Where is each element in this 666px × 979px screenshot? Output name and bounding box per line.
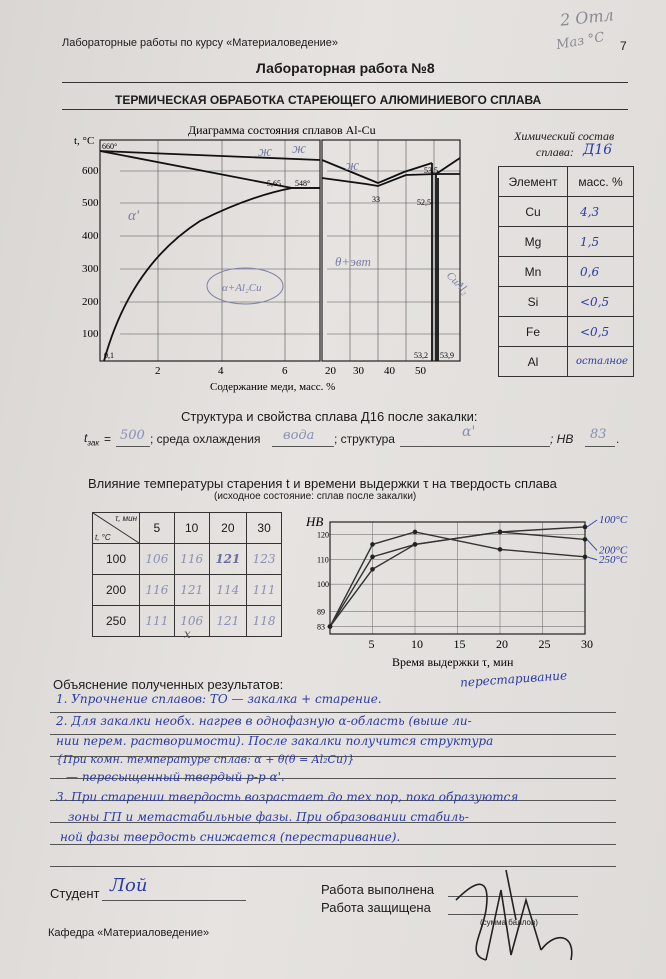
hardness-point	[498, 547, 503, 552]
phase-ytick-100: 100	[82, 328, 99, 340]
student-signature: Лой	[110, 875, 148, 896]
hardness-series-label: 200°С	[599, 544, 628, 557]
hb-cell: 121	[174, 575, 209, 606]
aging-table	[92, 512, 282, 637]
hb-end: .	[616, 432, 620, 446]
hardness-point	[583, 537, 588, 542]
hardness-point	[370, 555, 375, 560]
explanation-line: {При комн. температуре сплав: α + θ(θ = Al₂Cu)}	[56, 753, 355, 766]
comp-element: Si	[499, 287, 568, 317]
hardness-chart-xlabel: Время выдержки τ, мин	[392, 655, 514, 669]
phase-xtick-40: 40	[384, 365, 395, 377]
phase-ytick-500: 500	[82, 197, 99, 209]
t-zak-value: 500	[120, 428, 145, 443]
hardness-ytick: 110	[317, 555, 329, 565]
t-eq: =	[104, 432, 112, 446]
teacher-signature	[446, 860, 606, 975]
hardness-xtick: 30	[581, 637, 593, 651]
comp-value: 4,3	[568, 197, 634, 227]
hw-liquid-1: ж	[258, 144, 272, 160]
margin-note: перестаривание	[459, 668, 568, 690]
label-548: 548°	[295, 179, 311, 188]
hardness-point	[413, 542, 418, 547]
explanation-line: 3. При старении твердость возрастает до тех пор, пока образуются	[56, 790, 519, 804]
explanation-line: — пересыщенный твердый р-р α'.	[66, 770, 285, 784]
comp-element: Cu	[499, 197, 568, 227]
page-title: Лабораторная работа №8	[256, 60, 435, 76]
hardness-series-label: 100°С	[599, 513, 628, 526]
legend-leader	[587, 557, 597, 560]
hardness-point	[413, 530, 418, 535]
hardness-chart-ylabel: НВ	[306, 514, 324, 529]
temp-row-label: 250	[93, 606, 140, 637]
explanation-line: 1. Упрочнение сплавов: ТО — закалка + старение.	[56, 692, 382, 706]
phase-xtick-2: 2	[155, 365, 161, 377]
hb-cell: 116	[140, 575, 175, 606]
hardness-ytick: 120	[317, 530, 329, 540]
score-label: (сумма баллов)	[480, 918, 538, 927]
page-subtitle: ТЕРМИЧЕСКАЯ ОБРАБОТКА СТАРЕЮЩЕГО АЛЮМИНИЕВОГО СПЛАВА	[115, 93, 542, 107]
phase-ytick-600: 600	[82, 165, 99, 177]
hardness-point	[583, 555, 588, 560]
hw-liquid-2: ж	[292, 141, 306, 157]
explanation-heading: Объяснение полученных результатов:	[53, 677, 284, 692]
hardness-xtick: 15	[453, 637, 466, 651]
composition-title: Химический состав	[514, 129, 615, 143]
phase-diagram	[60, 116, 480, 406]
temp-row-label: 200	[93, 575, 140, 606]
course-header: Лабораторные работы по курсу «Материаловедение»	[62, 37, 339, 49]
phase-ytick-300: 300	[82, 263, 99, 275]
label-33: 33	[372, 195, 380, 204]
hb-cell: 111	[247, 575, 282, 606]
phase-ytick-400: 400	[82, 230, 99, 242]
department-footer: Кафедра «Материаловедение»	[48, 927, 210, 939]
comp-value: осталное	[568, 347, 634, 377]
hw-alpha-al2cu: α+Al₂Cu	[222, 282, 262, 294]
label-5-65: 5,65	[267, 179, 281, 188]
aging-heading: Влияние температуры старения t и времени выдержки τ на твердость сплава	[88, 476, 557, 491]
structure-heading: Структура и свойства сплава Д16 после закалки:	[181, 409, 478, 424]
hb-cell: 118	[247, 606, 282, 637]
composition-table	[498, 166, 634, 377]
time-header: 20	[209, 513, 247, 544]
comp-element: Mn	[499, 257, 568, 287]
hardness-point	[583, 525, 588, 530]
subtitle-rule	[62, 109, 628, 110]
page-number: 7	[620, 39, 627, 53]
corner-note-1: 2 Отл	[559, 5, 615, 30]
hb-cell: 121	[209, 544, 247, 575]
phase-diagram-ylabel: t, °С	[74, 135, 95, 147]
student-label: Студент	[50, 886, 100, 901]
hw-cual2: CuAl₂	[443, 269, 472, 297]
table-mark: x	[184, 627, 191, 641]
hb-label: ; НВ	[550, 432, 574, 446]
hardness-point	[328, 624, 333, 629]
comp-value: <0,5	[568, 317, 634, 347]
corner-temp: t, °С	[95, 533, 111, 542]
explanation-line: ной фазы твердость снижается (перестаривание).	[60, 830, 401, 844]
hb-value: 83	[590, 427, 607, 442]
phase-xtick-30: 30	[353, 365, 364, 377]
label-52-5: 52,5	[417, 198, 431, 207]
hw-theta-eut: θ+эвт	[335, 254, 371, 269]
comp-element: Mg	[499, 227, 568, 257]
aging-table-corner	[93, 513, 140, 544]
hb-cell: 106	[140, 544, 175, 575]
hw-alpha: α'	[128, 208, 140, 224]
time-header: 5	[140, 513, 175, 544]
hb-cell: 116	[174, 544, 209, 575]
phase-xtick-50: 50	[415, 365, 426, 377]
hardness-point	[370, 567, 375, 572]
hardness-xtick: 20	[496, 637, 508, 651]
phase-xtick-6: 6	[282, 365, 288, 377]
hardness-series-label: 250°С	[599, 553, 628, 566]
hardness-ytick: 100	[317, 580, 329, 590]
comp-value: 1,5	[568, 227, 634, 257]
hardness-xtick: 5	[368, 637, 375, 651]
hardness-point	[498, 530, 503, 535]
hb-cell: 111	[140, 606, 175, 637]
comp-value: 0,6	[568, 257, 634, 287]
structure-value: α'	[462, 424, 476, 440]
explanation-line: зоны ГП и метастабильные фазы. При образовании стабиль-	[68, 810, 469, 824]
hw-liquid-3: ж	[345, 158, 359, 174]
hb-cell: 106	[174, 606, 209, 637]
hardness-xtick: 25	[538, 637, 551, 651]
label-660: 660°	[102, 142, 118, 151]
hb-cell: 121	[209, 606, 247, 637]
comp-header-element: Элемент	[499, 167, 568, 197]
temp-row-label: 100	[93, 544, 140, 575]
time-header: 30	[247, 513, 282, 544]
phase-xtick-20: 20	[325, 365, 336, 377]
corner-time: τ, мин	[115, 514, 137, 523]
label-0-1: 0,1	[104, 351, 114, 360]
explanation-line: нии перем. растворимости). После закалки получится структура	[56, 734, 494, 748]
label-53-2: 53,2	[414, 351, 428, 360]
comp-element: Fe	[499, 317, 568, 347]
hardness-xtick: 10	[411, 637, 423, 651]
label-53-9: 53,9	[440, 351, 454, 360]
composition-alloy-prefix: сплава:	[536, 145, 574, 159]
phase-ytick-200: 200	[82, 296, 99, 308]
explanation-line: 2. Для закалки необх. нагрев в однофазную α-область (выше ли-	[56, 714, 472, 728]
hardness-point	[370, 542, 375, 547]
work-defended-label: Работа защищена	[321, 900, 431, 915]
work-done-label: Работа выполнена	[321, 882, 435, 897]
phase-diagram-xlabel: Содержание меди, масс. %	[210, 381, 336, 393]
cooling-medium-label: ; среда охлаждения	[150, 432, 261, 446]
phase-diagram-title: Диаграмма состояния сплавов Al-Cu	[188, 123, 376, 137]
title-rule	[62, 82, 628, 83]
aging-subheading: (исходное состояние: сплав после закалки)	[214, 491, 417, 502]
legend-leader	[587, 539, 597, 550]
hardness-ytick: 89	[317, 607, 325, 617]
corner-note-2: Маз °С	[555, 29, 606, 54]
comp-element: Al	[499, 347, 568, 377]
hb-cell: 114	[209, 575, 247, 606]
cooling-medium-value: вода	[283, 428, 315, 443]
label-53-5: 53,5	[424, 166, 438, 175]
phase-xtick-4: 4	[218, 365, 224, 377]
legend-leader	[587, 520, 597, 527]
hardness-ytick: 83	[317, 622, 325, 632]
hardness-chart	[300, 510, 660, 678]
composition-alloy-name: Д16	[583, 142, 613, 158]
hb-cell: 123	[247, 544, 282, 575]
structure-label: ; структура	[334, 432, 395, 446]
time-header: 10	[174, 513, 209, 544]
comp-header-mass: масс. %	[568, 167, 634, 197]
t-zak-label: $t_{зак}$	[84, 431, 100, 448]
comp-value: <0,5	[568, 287, 634, 317]
